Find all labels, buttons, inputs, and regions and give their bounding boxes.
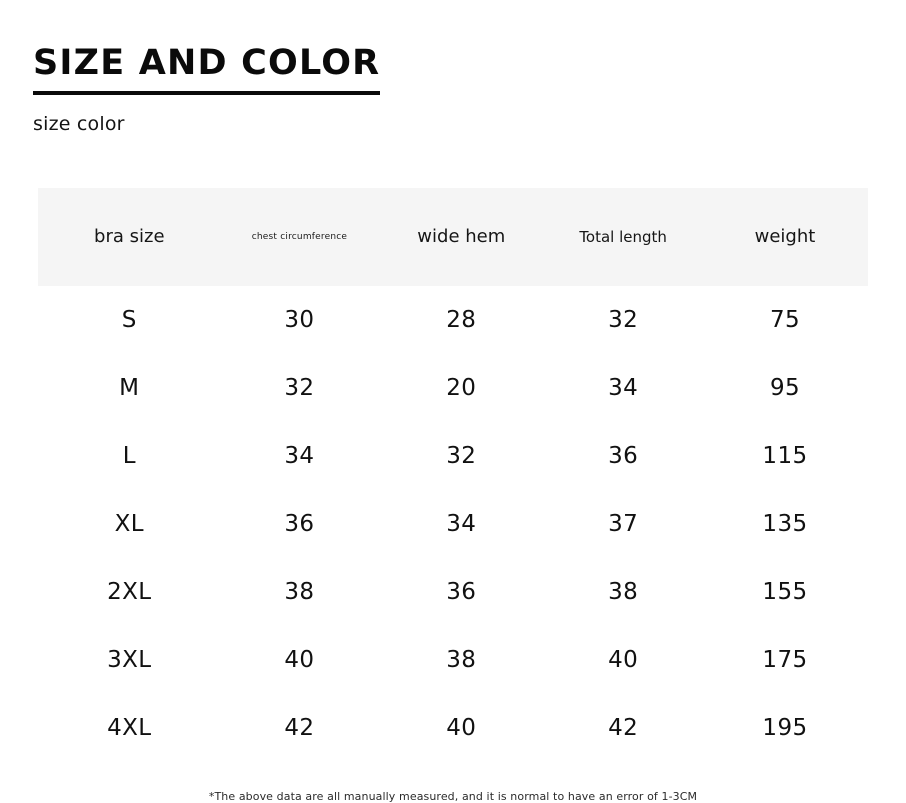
- cell-length: 40: [608, 646, 639, 673]
- cell-length: 38: [608, 578, 639, 605]
- cell-weight: 135: [762, 510, 808, 537]
- cell-chest: 40: [284, 646, 315, 673]
- table-row: [38, 626, 868, 694]
- page-subtitle: size color: [33, 112, 125, 135]
- cell-chest: 32: [284, 374, 315, 401]
- column-header-chest-circumference: chest circumference: [251, 231, 348, 242]
- cell-size: S: [121, 306, 137, 333]
- header: [0, 0, 906, 135]
- table-body: [38, 286, 868, 762]
- cell-hem: 38: [446, 646, 477, 673]
- cell-length: 42: [608, 714, 639, 741]
- table-row: [38, 694, 868, 762]
- cell-hem: 20: [446, 374, 477, 401]
- measurement-footnote: *The above data are all manually measured, and it is normal to have an error of 1-3CM: [208, 789, 698, 803]
- cell-size: 2XL: [107, 578, 152, 605]
- cell-weight: 95: [769, 374, 801, 401]
- cell-hem: 36: [446, 578, 477, 605]
- cell-size: 3XL: [107, 646, 152, 673]
- cell-size: L: [122, 442, 136, 469]
- table-header-row: [38, 188, 868, 286]
- table-row: [38, 558, 868, 626]
- size-table-container: [0, 188, 906, 803]
- cell-hem: 28: [446, 306, 477, 333]
- cell-chest: 36: [284, 510, 315, 537]
- size-table: [38, 188, 868, 762]
- cell-length: 37: [608, 510, 639, 537]
- cell-size: 4XL: [107, 714, 152, 741]
- cell-hem: 40: [446, 714, 477, 741]
- cell-weight: 75: [769, 306, 801, 333]
- cell-length: 34: [608, 374, 639, 401]
- cell-weight: 155: [762, 578, 808, 605]
- cell-length: 32: [608, 306, 639, 333]
- cell-chest: 34: [284, 442, 315, 469]
- cell-chest: 30: [284, 306, 315, 333]
- table-row: [38, 286, 868, 354]
- column-header-wide-hem: wide hem: [417, 226, 506, 247]
- column-header-total-length: Total length: [579, 227, 667, 246]
- table-row: [38, 354, 868, 422]
- table-row: [38, 422, 868, 490]
- page-title: SIZE AND COLOR: [33, 44, 380, 95]
- table-header: [38, 188, 868, 286]
- cell-size: M: [119, 374, 140, 401]
- cell-size: XL: [114, 510, 144, 537]
- table-row: [38, 490, 868, 558]
- cell-length: 36: [608, 442, 639, 469]
- cell-weight: 195: [762, 714, 808, 741]
- cell-weight: 115: [762, 442, 808, 469]
- cell-chest: 42: [284, 714, 315, 741]
- cell-chest: 38: [284, 578, 315, 605]
- column-header-bra-size: bra size: [94, 226, 165, 247]
- cell-hem: 32: [446, 442, 477, 469]
- cell-hem: 34: [446, 510, 477, 537]
- column-header-weight: weight: [754, 226, 816, 247]
- cell-weight: 175: [762, 646, 808, 673]
